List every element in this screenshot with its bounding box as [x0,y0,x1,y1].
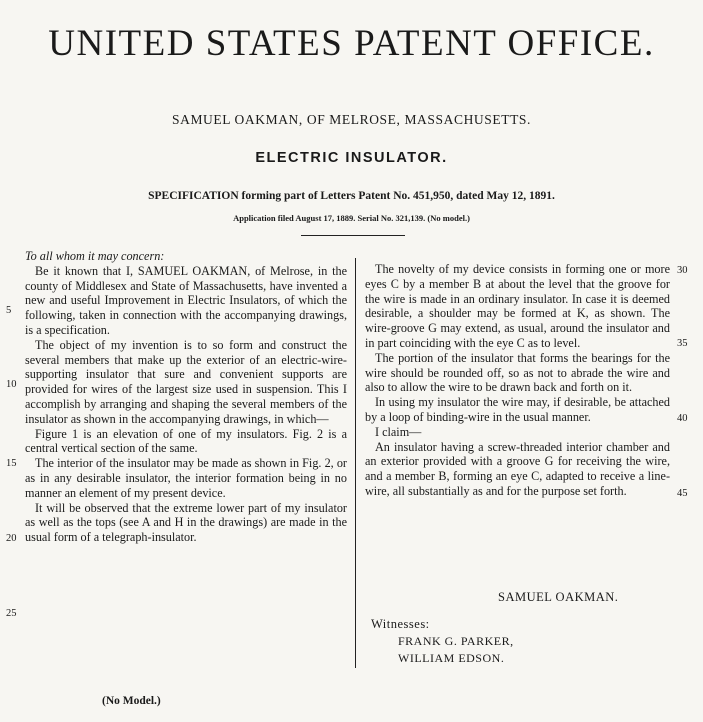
inventor-signature: SAMUEL OAKMAN. [498,590,619,604]
line-number: 30 [677,265,688,276]
witness-name: FRANK G. PARKER, [398,634,514,648]
no-model-note: (No Model.) [102,695,161,707]
line-number: 20 [6,533,17,544]
line-number: 5 [6,305,12,316]
salutation: To all whom it may concern: [25,249,165,263]
paragraph: Be it known that I, SAMUEL OAKMAN, of Melrose, in the county of Middlesex and State of Massachusetts, have invented a new and useful Improvement in Electric Insulators, of which the following, taken in connection with the accompanying drawings, is a specification. [25,263,347,337]
line-number: 25 [6,608,17,619]
right-column [365,262,670,499]
paragraph: The object of my invention is to so form and construct the several members that make up the exterior of an electric-wire-supporting insulator that sure and convenient supports are provided for wires of the largest size used in suspension. This I accomplish by arranging and shaping the several members of the insulator as shown in the accompanying drawings, in which— [25,337,347,426]
header-rule [301,235,405,236]
claim-heading: I claim— [375,424,422,439]
paragraph: The portion of the insulator that forms the bearings for the wire should be rounded off, so as not to abrade the wire and also to allow the wire to be drawn back and forth on it. [365,350,670,395]
line-number: 45 [677,488,688,499]
witnesses-label: Witnesses: [371,617,430,631]
line-number: 35 [677,338,688,349]
paragraph: It will be observed that the extreme lower part of my insulator as well as the tops (see A and H in the drawings) are made in the usual form of a telegraph-insulator. [25,500,347,545]
column-divider [355,258,356,668]
left-column [25,249,347,545]
paragraph: Figure 1 is an elevation of one of my insulators. Fig. 2 is a central vertical section of the same. [25,426,347,456]
line-number: 15 [6,458,17,469]
patent-office-heading: UNITED STATES PATENT OFFICE. [48,23,655,64]
invention-title: ELECTRIC INSULATOR. [255,150,448,166]
line-number: 10 [6,379,17,390]
inventor-line: SAMUEL OAKMAN, OF MELROSE, MASSACHUSETTS. [171,112,531,127]
paragraph: The interior of the insulator may be made as shown in Fig. 2, or as in any desirable insulator, the interior formation being in no manner an element of my present device. [25,456,347,500]
specification-line: SPECIFICATION forming part of Letters Patent No. 451,950, dated May 12, 1891. [148,190,555,202]
application-line: Application filed August 17, 1889. Serial No. 321,139. (No model.) [233,213,470,223]
paragraph: In using my insulator the wire may, if desirable, be attached by a loop of binding-wire in the usual manner. [365,395,670,424]
witness-name: WILLIAM EDSON. [398,651,505,665]
line-number: 40 [677,413,688,424]
claim: An insulator having a screw-threaded interior chamber and an exterior provided with a groove G for receiving the wire, and a member B, forming an eye C, adapted to receive a line-wire, all substantially as and for the purpose set forth. [365,439,670,498]
paragraph: The novelty of my device consists in forming one or more eyes C by a member B at about the level that the groove for the wire is made in an ordinary insulator. In case it is deemed desirable, a shoulder may be formed at K, as shown. The wire-groove G may extend, as usual, around the insulator and in part coinciding with the eye C as to level. [365,262,670,350]
